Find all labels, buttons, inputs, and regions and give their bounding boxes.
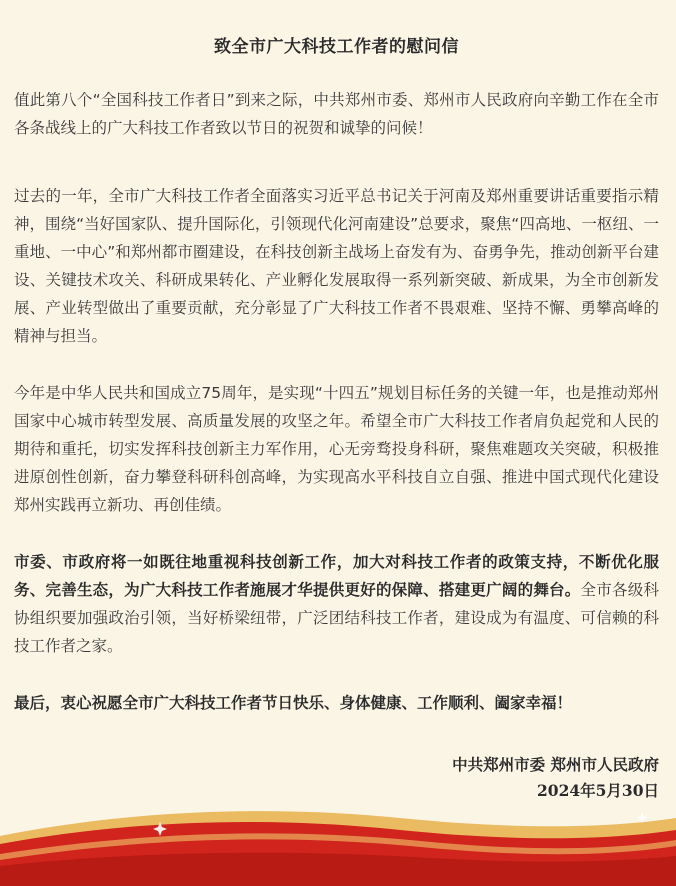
paragraph-support: [14, 548, 659, 660]
paragraph-text: 今年是中华人民共和国成立75周年，是实现“十四五”规划目标任务的关键一年，也是推动郑州国家中心城市转型发展、高质量发展的攻坚之年。希望全市广大科技工作者肩负起党和人民的期待和重托，切实发挥科技创新主力军作用，心无旁骛投身科研，聚焦难题攻关突破，积极推进原创性创新，奋力攀登科研科创高峰，为实现高水平科技自立自强、推进中国式现代化建设郑州实践再立新功、再创佳绩。: [14, 384, 659, 514]
paragraph-text: 全市各级科协组织要加强政治引领，当好桥梁纽带，广泛团结科技工作者，建设成为有温度、可信赖的科技工作者之家。: [14, 581, 659, 655]
paragraph-emphasis: 市委、市政府将一如既往地重视科技创新工作，加大对科技工作者的政策支持，不断优化服务、完善生态，为广大科技工作者施展才华提供更好的保障、搭建更广阔的舞台。: [14, 553, 659, 599]
paragraph-review: [14, 182, 659, 350]
paragraph-greeting: [14, 86, 659, 142]
letter-title: 致全市广大科技工作者的慰问信: [214, 37, 459, 57]
sparkle-icon: [637, 812, 648, 823]
paragraph-emphasis: 最后，衷心祝愿全市广大科技工作者节日快乐、身体健康、工作顺利、阖家幸福！: [14, 694, 573, 712]
paragraph-text: 值此第八个“全国科技工作者日”到来之际，中共郑州市委、郑州市人民政府向辛勤工作在全市各条战线上的广大科技工作者致以节日的祝贺和诚挚的问候！: [14, 91, 659, 137]
footer-ribbon-decoration: [0, 806, 676, 886]
signature-org: 中共郑州市委 郑州市人民政府: [452, 756, 659, 774]
paragraph-wishes: [14, 689, 659, 717]
signature-date: 2024年5月30日: [537, 781, 659, 800]
paragraph-text: 过去的一年，全市广大科技工作者全面落实习近平总书记关于河南及郑州重要讲话重要指示精神，围绕“当好国家队、提升国际化，引领现代化河南建设”总要求，聚焦“四高地、一枢纽、一重地、一中心”和郑州都市圈建设，在科技创新主战场上奋发有为、奋勇争先，推动创新平台建设、关键技术攻关、科研成果转化、产业孵化发展取得一系列新突破、新成果，为全市创新发展、产业转型做出了重要贡献，充分彰显了广大科技工作者不畏艰难、坚持不懈、勇攀高峰的精神与担当。: [14, 187, 659, 345]
paragraph-outlook: [14, 379, 659, 519]
